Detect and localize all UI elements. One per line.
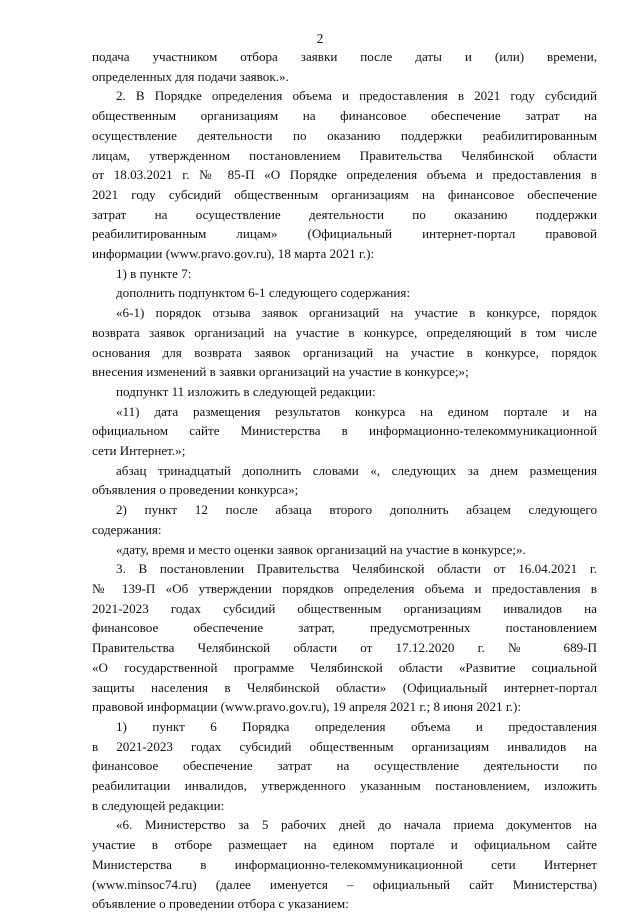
text-line: финансовое обеспечение затрат на осуществление деятельности по: [92, 758, 597, 774]
text-line: сети Интернет.»;: [92, 443, 186, 459]
text-line: лицам, утвержденном постановлением Правительства Челябинской области: [92, 147, 597, 163]
paragraph: [92, 86, 597, 263]
text-line: объявление о проведении отбора с указанием:: [92, 896, 349, 912]
text-line: реабилитированным лицам» (Официальный интернет-портал правовой: [92, 226, 597, 242]
text-line: подпункт 11 изложить в следующей редакции:: [116, 383, 376, 399]
text-line: «6. Министерство за 5 рабочих дней до начала приема документов на: [116, 817, 597, 833]
text-line: в следующей редакции:: [92, 797, 225, 813]
text-line: 2021-2023 годах субсидий общественным организациям инвалидов на: [92, 600, 597, 616]
text-line: финансовое обеспечение затрат, предусмотренных постановлением: [92, 620, 597, 636]
text-line: общественным организациям на финансовое обеспечение затрат на: [92, 108, 597, 124]
paragraph: [92, 540, 597, 560]
text-line: определенных для подачи заявок.».: [92, 68, 289, 84]
paragraph: [92, 500, 597, 539]
paragraph: [92, 559, 597, 717]
text-line: участие в отборе размещает на едином портале и официальном сайте: [92, 837, 597, 853]
text-line: осуществление деятельности по оказанию поддержки реабилитированным: [92, 127, 597, 143]
text-line: № 139-П «Об утверждении порядков определения объема и предоставления в: [92, 580, 597, 596]
text-line: 2. В Порядке определения объема и предоставления в 2021 году субсидий: [116, 88, 597, 104]
text-line: «О государственной программе Челябинской области «Развитие социальной: [92, 659, 597, 675]
text-line: Правительства Челябинской области от 17.12.2020 г. № 689-П: [92, 640, 597, 656]
text-line: правовой информации (www.pravo.gov.ru), 19 апреля 2021 г.; 8 июня 2021 г.):: [92, 699, 522, 715]
text-line: информации (www.pravo.gov.ru), 18 марта 2021 г.):: [92, 246, 375, 262]
page-number: 2: [316, 31, 324, 46]
text-line: Министерства в информационно-телекоммуникационной сети Интернет: [92, 856, 597, 872]
text-line: (www.minsoc74.ru) (далее именуется – официальный сайт Министерства): [92, 876, 597, 892]
paragraph: [92, 264, 597, 284]
text-line: возврата заявок организаций на участие в конкурсе, определяющий в том числе: [92, 324, 597, 340]
paragraph: [92, 402, 597, 461]
paragraph: [92, 815, 597, 914]
text-line: 1) в пункте 7:: [116, 265, 192, 281]
text-line: «11) дата размещения результатов конкурса на едином портале и на: [116, 403, 597, 419]
paragraph: [92, 461, 597, 500]
text-line: абзац тринадцатый дополнить словами «, следующих за днем размещения: [116, 462, 597, 478]
text-line: внесения изменений в заявки организаций на участие в конкурсе;»;: [92, 364, 469, 380]
paragraph: [92, 303, 597, 382]
document-body: [92, 47, 597, 914]
text-line: «6-1) порядок отзыва заявок организаций на участие в конкурсе, порядок: [116, 305, 597, 321]
text-line: основания для возврата заявок организаций на участие в конкурсе, порядок: [92, 344, 597, 360]
text-line: подача участником отбора заявки после даты и (или) времени,: [92, 49, 597, 64]
text-line: защиты населения в Челябинской области» (Официальный интернет-портал: [92, 679, 597, 695]
text-line: 1) пункт 6 Порядка определения объема и предоставления: [116, 718, 597, 734]
paragraph: [92, 382, 597, 402]
paragraph: [92, 717, 597, 816]
paragraph: [92, 47, 597, 86]
text-line: официальном сайте Министерства в информационно-телекоммуникационной: [92, 423, 597, 439]
text-line: объявления о проведении конкурса»;: [92, 482, 299, 498]
paragraph: [92, 283, 597, 303]
text-line: «дату, время и место оценки заявок организаций на участие в конкурсе;».: [116, 541, 526, 557]
text-line: 2) пункт 12 после абзаца второго дополнить абзацем следующего: [116, 502, 597, 518]
text-line: содержания:: [92, 521, 162, 537]
text-line: 3. В постановлении Правительства Челябинской области от 16.04.2021 г.: [116, 561, 597, 577]
text-line: реабилитации инвалидов, утвержденного указанным постановлением, изложить: [92, 778, 597, 794]
text-line: дополнить подпунктом 6-1 следующего содержания:: [116, 285, 411, 301]
text-line: 2021 году субсидий общественным организациям на финансовое обеспечение: [92, 186, 597, 202]
text-line: в 2021-2023 годах субсидий общественным организациям инвалидов на: [92, 738, 597, 754]
text-line: от 18.03.2021 г. № 85-П «О Порядке определения объема и предоставления в: [92, 167, 597, 183]
text-line: затрат на осуществление деятельности по оказанию поддержки: [92, 206, 597, 222]
